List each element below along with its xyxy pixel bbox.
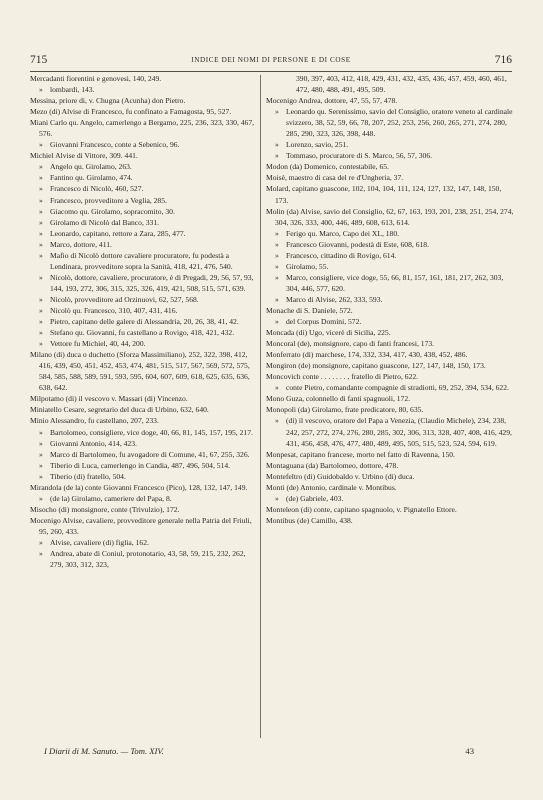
- index-entry: [266, 305, 514, 316]
- index-entry: [30, 393, 255, 404]
- entry-text: Marco di Bartolomeo, fu avogadore di Comune, 41, 67, 255, 326.: [50, 449, 250, 459]
- ditto-mark: »: [39, 173, 43, 183]
- ditto-mark: »: [39, 272, 43, 282]
- page-number-right: 716: [494, 54, 512, 66]
- entry-text: Monopoli (da) Girolamo, frate predicatore, 80, 635.: [266, 405, 424, 415]
- entry-text: Alvise, cavaliere (di) figlia, 162.: [50, 537, 149, 547]
- footer-source: I Diarii di M. Sanuto. — Tom. XIV.: [44, 746, 164, 756]
- index-entry: [266, 360, 514, 371]
- ditto-mark: »: [275, 151, 279, 161]
- entry-text: Giovanni Antonio, 414, 423.: [50, 438, 137, 448]
- index-subentry: [30, 537, 255, 548]
- index-entry: [266, 206, 514, 228]
- entry-text: (de) Gabriele, 403.: [286, 493, 344, 503]
- ditto-mark: »: [39, 427, 43, 437]
- entry-text: Leonardo qu. Serenissimo, savio del Consiglio, oratore veneto al cardinale svizzero, 38, 52, 59, 66, 78, 207, 252, 253, 256, 260, 265, 271, 274, 280, 285, 290, 323, 326, 398, 448.: [286, 107, 513, 139]
- index-subentry: [30, 217, 255, 228]
- entry-text: Giacomo qu. Girolamo, sopracomito, 30.: [50, 206, 175, 216]
- entry-text: Mezo (di) Alvise di Francesco, fu confinato a Famagosta, 95, 527.: [30, 107, 232, 117]
- index-entry: [266, 371, 514, 382]
- entry-text: Milpotamo (di) il vescovo v. Massari (di) Vincenzo.: [30, 394, 188, 404]
- entry-text: Girolamo di Nicolò dal Banco, 331.: [50, 217, 160, 227]
- entry-text: Ferigo qu. Marco, Capo dei XL, 180.: [286, 228, 400, 238]
- entry-text: Mirandola (de la) conte Giovanni Francesco (Pico), 128, 132, 147, 149.: [30, 482, 248, 492]
- ditto-mark: »: [39, 305, 43, 315]
- index-entry: [266, 327, 514, 338]
- entry-text: Montaguana (da) Bartolomeo, dottore, 478.: [266, 460, 399, 470]
- entry-text: Moncoral (de), monsignore, capo di fanti francesi, 173.: [266, 339, 435, 349]
- index-subentry: [30, 183, 255, 194]
- header-rule: [30, 71, 512, 72]
- entry-text: Monpesat, capitano francese, morto nel fatto di Ravenna, 150.: [266, 449, 455, 459]
- index-subentry: [266, 106, 514, 139]
- index-subentry: [30, 493, 255, 504]
- entry-text: Moncada (di) Ugo, vicerè di Sicilia, 225.: [266, 328, 391, 338]
- entry-text: Tommaso, procuratore di S. Marco, 56, 57, 306.: [286, 151, 433, 161]
- ditto-mark: »: [39, 549, 43, 559]
- entry-text: del Corpus Domini, 572.: [286, 317, 362, 327]
- entry-text: Tiberio (di) fratello, 504.: [50, 471, 126, 481]
- signature-number: 43: [465, 746, 474, 756]
- index-subentry: [266, 261, 514, 272]
- index-entry: [266, 471, 514, 482]
- index-subentry: [30, 195, 255, 206]
- ditto-mark: »: [39, 449, 43, 459]
- entry-text: Francesco, provveditore a Veglia, 285.: [50, 195, 167, 205]
- entry-text: Minio Alessandro, fu castellano, 207, 233.: [30, 416, 159, 426]
- index-entry: [30, 73, 255, 84]
- entry-text: Mocenigo Alvise, cavaliere, provveditore generale nella Patria del Friuli, 95, 260, 433.: [30, 515, 252, 536]
- ditto-mark: »: [39, 184, 43, 194]
- running-header: [30, 54, 512, 68]
- entry-text: Miniatello Cesare, segretario del duca di Urbino, 632, 640.: [30, 405, 209, 415]
- ditto-mark: »: [275, 228, 279, 238]
- entry-text: Stefano qu. Giovanni, fu castellano a Rovigo, 418, 421, 432.: [50, 328, 235, 338]
- index-entry: [266, 515, 514, 526]
- index-subentry: [266, 228, 514, 239]
- entry-text: Misocho (di) monsignore, conte (Trivulzio), 172.: [30, 504, 180, 514]
- index-subentry: [30, 206, 255, 217]
- ditto-mark: »: [39, 140, 43, 150]
- entry-text: Marco, dottore, 411.: [50, 239, 112, 249]
- index-entry: [30, 404, 255, 415]
- ditto-mark: »: [275, 239, 279, 249]
- entry-text: (di) il vescovo, oratore del Papa a Venezia, (Claudio Michele), 234, 238, 242, 257, 272, 274, 276, 280, 285, 302, 306, 313, 328, 407, 408, 416, 429, 431, 456, 458, 476, 477, 480, 489, 495, 505, 515, 523, 524, 594, 619.: [286, 416, 512, 448]
- entry-text: Miani Carlo qu. Angelo, camerlengo a Bergamo, 225, 236, 323, 330, 467, 576.: [30, 118, 255, 139]
- index-subentry: [30, 239, 255, 250]
- entry-text: Mafio di Nicolò dottore cavaliere procuratore, fu podestà a Lendinara, provveditore sopra la Sanità, 418, 421, 476, 540.: [50, 250, 233, 271]
- ditto-mark: »: [39, 471, 43, 481]
- entry-text: Francesco Giovanni, podestà di Este, 608, 618.: [286, 239, 429, 249]
- index-subentry: [30, 327, 255, 338]
- index-subentry: [30, 139, 255, 150]
- entry-text: Mercadanti fiorentini e genovesi, 140, 249.: [30, 74, 162, 83]
- ditto-mark: »: [39, 294, 43, 304]
- ditto-mark: »: [275, 383, 279, 393]
- entry-text: Tiberio di Luca, camerlengo in Candia, 487, 496, 504, 514.: [50, 460, 231, 470]
- index-subentry: [30, 294, 255, 305]
- ditto-mark: »: [39, 328, 43, 338]
- entry-text: Giovanni Francesco, conte a Sebenico, 96.: [50, 140, 180, 150]
- index-subentry: [266, 250, 514, 261]
- index-entry: [266, 183, 514, 205]
- entry-text: Milano (di) duca o duchetto (Sforza Massimiliano), 252, 322, 398, 412, 416, 439, 450, 451, 452, 453, 474, 481, 515, 517, 567, 569, 572, 575, 584, 585, 588, 589, 591, 593, 595, 604, 607, 609, 618, 625, 635, 636, 638, 642.: [30, 350, 250, 393]
- entry-text: Monteleon (di) conte, capitano spagnuolo, v. Pignatello Ettore.: [266, 504, 457, 514]
- index-subentry: [266, 493, 514, 504]
- index-entry: [266, 393, 514, 404]
- index-subentry: [30, 449, 255, 460]
- index-subentry: [30, 338, 255, 349]
- entry-text: Moisè, maestro di casa del re d'Ungheria, 37.: [266, 173, 404, 183]
- entry-text: Modon (da) Domenico, contestabile, 65.: [266, 162, 389, 172]
- index-entry: [266, 404, 514, 415]
- index-subentry: [30, 460, 255, 471]
- index-subentry: [30, 161, 255, 172]
- entry-text: Fantino qu. Girolamo, 474.: [50, 173, 133, 183]
- ditto-mark: »: [39, 206, 43, 216]
- entry-text: Vettore fu Michiel, 40, 44, 200.: [50, 339, 146, 349]
- ditto-mark: »: [275, 261, 279, 271]
- entry-text: Mongiron (de) monsignore, capitano guascone, 127, 147, 148, 150, 173.: [266, 361, 486, 371]
- ditto-mark: »: [39, 460, 43, 470]
- ditto-mark: »: [39, 228, 43, 238]
- entry-text: Lorenzo, savio, 251.: [286, 140, 349, 150]
- index-subentry: [30, 305, 255, 316]
- index-continuation: [266, 73, 514, 95]
- entry-text: Montefeltro (di) Guidobaldo v. Urbino (di) duca.: [266, 471, 415, 481]
- index-subentry: [30, 548, 255, 570]
- ditto-mark: »: [275, 140, 279, 150]
- entry-text: Molard, capitano guascone, 102, 104, 104, 111, 124, 127, 132, 147, 148, 150, 173.: [266, 184, 502, 205]
- entry-text: Molin (da) Alvise, savio del Consiglio, 62, 67, 163, 193, 201, 238, 251, 254, 274, 304, 326, 333, 400, 446, 489, 608, 613, 614.: [266, 206, 514, 227]
- page-footer: [30, 746, 512, 760]
- index-subentry: [266, 382, 514, 393]
- entry-text: Bartolomeo, consigliere, vice doge, 40, 66, 81, 145, 157, 195, 217.: [50, 427, 253, 437]
- ditto-mark: »: [275, 493, 279, 503]
- index-entry: [30, 95, 255, 106]
- index-subentry: [30, 272, 255, 294]
- entry-text: Mono Guza, colonnello di fanti spagnuoli, 172.: [266, 394, 411, 404]
- page-number-left: 715: [30, 54, 48, 66]
- entry-text: Moncovich conte . . . . . . . , fratello di Pietro, 622.: [266, 372, 419, 382]
- index-entry: [30, 349, 255, 393]
- index-entry: [266, 460, 514, 471]
- index-subentry: [30, 172, 255, 183]
- index-subentry: [266, 272, 514, 294]
- index-subentry: [30, 471, 255, 482]
- index-column-right: [266, 73, 514, 526]
- entry-text: Nicolò, provveditore ad Orzinuovi, 62, 527, 568.: [50, 294, 199, 304]
- entry-text: Nicolò, dottore, cavaliere, procuratore, è di Pregadi, 29, 56, 57, 93, 144, 193, 272, 306, 315, 325, 326, 419, 421, 508, 515, 571, 639.: [50, 272, 254, 293]
- entry-text: Marco di Alvise, 262, 333, 593.: [286, 294, 383, 304]
- index-subentry: [30, 438, 255, 449]
- index-subentry: [266, 415, 514, 448]
- ditto-mark: »: [39, 239, 43, 249]
- entry-text: lombardi, 143.: [50, 85, 95, 95]
- entry-text: Andrea, abate di Coniul, protonotario, 43, 58, 59, 215, 232, 262, 279, 303, 312, 323,: [50, 549, 246, 570]
- index-entry: [266, 504, 514, 515]
- index-subentry: [266, 139, 514, 150]
- ditto-mark: »: [39, 317, 43, 327]
- index-entry: [30, 515, 255, 537]
- entry-text: Marco, consigliere, vice doge, 55, 66, 81, 157, 161, 181, 217, 262, 303, 304, 446, 577, 620.: [286, 272, 504, 293]
- index-entry: [266, 338, 514, 349]
- index-entry: [30, 504, 255, 515]
- entry-text: Monti (de) Antonio, cardinale v. Montibus.: [266, 482, 397, 492]
- column-divider: [260, 75, 261, 738]
- entry-text: Girolamo, 55.: [286, 261, 329, 271]
- index-entry: [266, 449, 514, 460]
- entry-text: Michiel Alvise di Vittore, 309. 441.: [30, 151, 138, 161]
- index-subentry: [30, 316, 255, 327]
- entry-text: Angelo qu. Girolamo, 263.: [50, 162, 132, 172]
- ditto-mark: »: [39, 250, 43, 260]
- index-entry: [30, 415, 255, 426]
- index-subentry: [30, 250, 255, 272]
- index-subentry: [30, 84, 255, 95]
- index-entry: [266, 161, 514, 172]
- index-entry: [266, 349, 514, 360]
- index-subentry: [266, 150, 514, 161]
- ditto-mark: »: [39, 162, 43, 172]
- index-entry: [30, 117, 255, 139]
- entry-text: Leonardo, capitano, rettore a Zara, 285, 477.: [50, 228, 186, 238]
- ditto-mark: »: [39, 438, 43, 448]
- entry-text: (de la) Girolamo, cameriere del Papa, 8.: [50, 493, 172, 503]
- index-entry: [266, 482, 514, 493]
- ditto-mark: »: [275, 416, 279, 426]
- index-subentry: [30, 228, 255, 239]
- ditto-mark: »: [39, 195, 43, 205]
- entry-text: Mocenigo Andrea, dottore, 47, 55, 57, 478.: [266, 96, 398, 106]
- ditto-mark: »: [39, 339, 43, 349]
- index-entry: [266, 172, 514, 183]
- entry-text: Pietro, capitano delle galere di Alessandria, 20, 26, 38, 41, 42.: [50, 317, 239, 327]
- index-subentry: [266, 239, 514, 250]
- index-entry: [30, 482, 255, 493]
- index-entry: [266, 95, 514, 106]
- index-entry: [30, 106, 255, 117]
- entry-text: Messina, priore di, v. Chugna (Acunha) don Pietro.: [30, 96, 186, 106]
- entry-text: Nicolò qu. Francesco, 310, 407, 431, 416.: [50, 305, 178, 315]
- ditto-mark: »: [39, 85, 43, 95]
- index-subentry: [266, 294, 514, 305]
- entry-text: conte Pietro, comandante compagnie di stradiotti, 69, 252, 394, 534, 622.: [286, 383, 509, 393]
- index-subentry: [266, 316, 514, 327]
- ditto-mark: »: [275, 107, 279, 117]
- ditto-mark: »: [39, 493, 43, 503]
- entry-text: Francesco di Nicolò, 460, 527.: [50, 184, 144, 194]
- index-column-left: [30, 73, 255, 570]
- ditto-mark: »: [275, 250, 279, 260]
- index-subentry: [30, 427, 255, 438]
- entry-text: 390, 397, 403, 412, 418, 429, 431, 432, 435, 436, 457, 459, 460, 461, 472, 480, 488, 491, 495, 509.: [296, 74, 507, 95]
- entry-text: Montibus (de) Camillo, 438.: [266, 515, 353, 525]
- entry-text: Monache di S. Daniele, 572.: [266, 305, 353, 315]
- ditto-mark: »: [39, 217, 43, 227]
- index-entry: [30, 150, 255, 161]
- entry-text: Monferrato (di) marchese, 174, 332, 334, 417, 430, 438, 452, 486.: [266, 350, 468, 360]
- entry-text: Francesco, cittadino di Rovigo, 614.: [286, 250, 397, 260]
- ditto-mark: »: [39, 537, 43, 547]
- ditto-mark: »: [275, 317, 279, 327]
- ditto-mark: »: [275, 272, 279, 282]
- ditto-mark: »: [275, 294, 279, 304]
- running-title: INDICE DEI NOMI DI PERSONE E DI COSE: [191, 56, 351, 64]
